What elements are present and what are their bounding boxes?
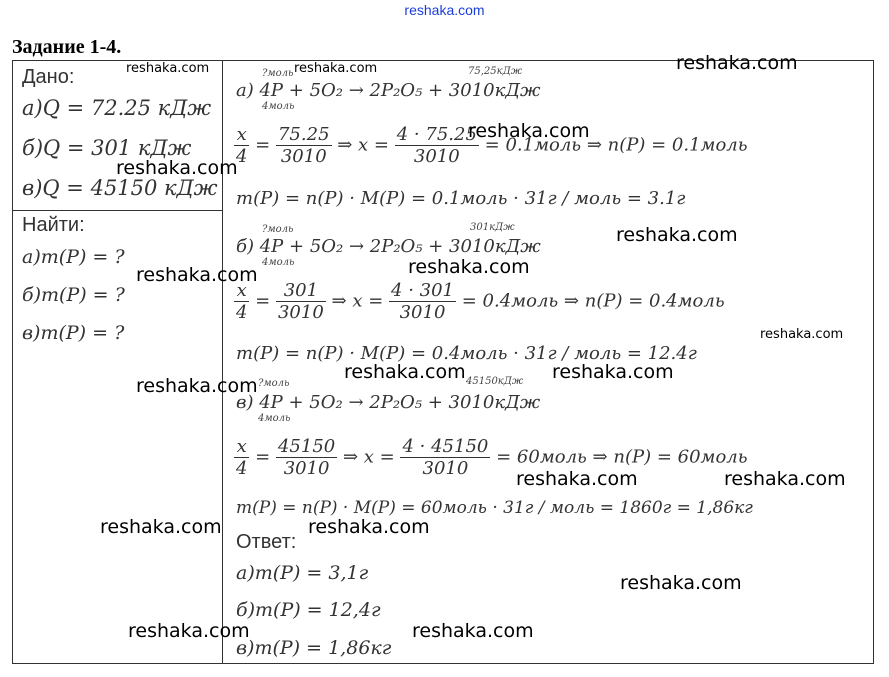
site-header-link[interactable]: reshaka.com: [404, 2, 485, 18]
a-above-p: ?моль: [262, 68, 294, 79]
row-divider: [12, 210, 223, 211]
watermark: reshaka.com: [724, 468, 846, 490]
watermark: reshaka.com: [468, 120, 590, 142]
watermark: reshaka.com: [412, 620, 534, 642]
watermark: reshaka.com: [344, 361, 466, 383]
watermark: reshaka.com: [408, 256, 530, 278]
watermark: reshaka.com: [676, 52, 798, 74]
b-proportion: $\frac{x}{4}$ = $\frac{301}{3010}$ ⇒ x = $\frac{4 \cdot 301}{3010}$ = 0.4моль ⇒ n(P) = 0.4моль: [236, 280, 725, 323]
answer-a: а)m(P) = 3,1г: [236, 562, 369, 584]
b-reaction: б) 4P + 5O₂ → 2P₂O₅ + 3010кДж: [236, 236, 541, 257]
given-c: в)Q = 45150 кДж: [22, 176, 218, 200]
watermark: reshaka.com: [136, 375, 258, 397]
find-c: в)m(P) = ?: [22, 322, 125, 344]
b-above-p: ?моль: [262, 224, 294, 235]
watermark: reshaka.com: [136, 264, 258, 286]
watermark: reshaka.com: [620, 572, 742, 594]
given-a: а)Q = 72.25 кДж: [22, 96, 212, 120]
watermark: reshaka.com: [128, 620, 250, 642]
watermark: reshaka.com: [308, 516, 430, 538]
find-label: Найти:: [22, 214, 85, 236]
c-above-p: ?моль: [258, 378, 290, 389]
c-below-p: 4моль: [258, 413, 291, 424]
task-title: Задание 1-4.: [12, 36, 122, 58]
find-a: а)m(P) = ?: [22, 246, 125, 268]
answer-label: Ответ:: [236, 531, 297, 553]
given-b: б)Q = 301 кДж: [22, 136, 192, 160]
watermark: reshaka.com: [294, 61, 378, 76]
watermark: reshaka.com: [126, 61, 210, 76]
c-proportion: $\frac{x}{4}$ = $\frac{45150}{3010}$ ⇒ x = $\frac{4 \cdot 45150}{3010}$ = 60моль ⇒ n(P) = 60моль: [236, 436, 748, 479]
a-reaction: а) 4P + 5O₂ → 2P₂O₅ + 3010кДж: [236, 80, 541, 101]
answer-b: б)m(P) = 12,4г: [236, 599, 381, 621]
a-proportion: $\frac{x}{4}$ = $\frac{75.25}{3010}$ ⇒ x = $\frac{4 \cdot 75.25}{3010}$ = 0.1моль ⇒ n(P) = 0.1моль: [236, 124, 748, 167]
watermark: reshaka.com: [100, 516, 222, 538]
watermark: reshaka.com: [616, 224, 738, 246]
find-b: б)m(P) = ?: [22, 284, 125, 306]
a-above-q: 75,25кДж: [468, 66, 523, 77]
watermark: reshaka.com: [116, 157, 238, 179]
b-mass: m(P) = n(P) · M(P) = 0.4моль · 31г / моль = 12.4г: [236, 343, 697, 364]
b-above-q: 301кДж: [470, 222, 515, 233]
column-divider: [222, 60, 223, 664]
c-mass: m(P) = n(P) · M(P) = 60моль · 31г / моль = 1860г = 1,86кг: [236, 498, 753, 518]
a-mass: m(P) = n(P) · M(P) = 0.1моль · 31г / моль = 3.1г: [236, 188, 686, 209]
answer-c: в)m(P) = 1,86кг: [236, 637, 392, 659]
watermark: reshaka.com: [552, 361, 674, 383]
a-below-p: 4моль: [262, 101, 295, 112]
b-below-p: 4моль: [262, 257, 295, 268]
c-above-q: 45150кДж: [466, 376, 524, 387]
given-label: Дано:: [22, 66, 75, 88]
watermark: reshaka.com: [760, 327, 844, 342]
watermark: reshaka.com: [516, 468, 638, 490]
c-reaction: в) 4P + 5O₂ → 2P₂O₅ + 3010кДж: [236, 392, 541, 413]
